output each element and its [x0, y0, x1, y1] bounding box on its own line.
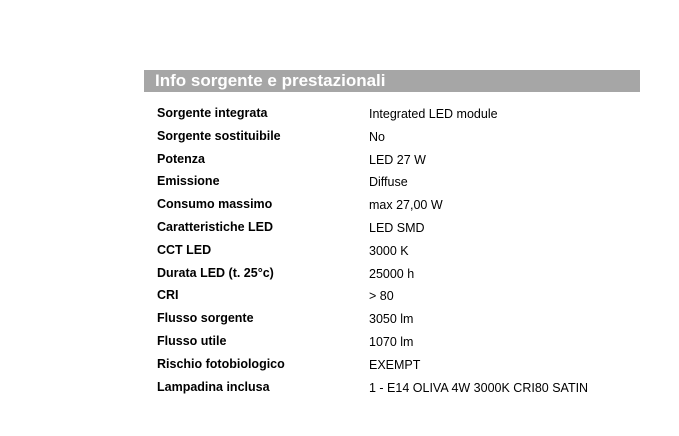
spec-row-rischio-fotobiologico [157, 354, 627, 377]
spec-value: > 80 [369, 289, 394, 304]
spec-value: EXEMPT [369, 357, 421, 372]
spec-value: LED 27 W [369, 152, 426, 167]
spec-row-flusso-utile [157, 331, 627, 354]
spec-row-flusso-sorgente [157, 308, 627, 331]
spec-label: Flusso utile [157, 333, 227, 348]
spec-value: 1 - E14 OLIVA 4W 3000K CRI80 SATIN [369, 380, 589, 395]
spec-label: CRI [157, 288, 179, 303]
spec-value: LED SMD [369, 220, 425, 235]
spec-label: Sorgente integrata [157, 106, 268, 120]
spec-label: Caratteristiche LED [157, 219, 274, 234]
spec-value: Integrated LED module [369, 107, 498, 121]
spec-label: Sorgente sostituibile [157, 128, 281, 143]
spec-label: Consumo massimo [157, 197, 273, 212]
spec-row-consumo-massimo [157, 194, 627, 217]
spec-value: No [369, 129, 385, 144]
spec-row-caratteristiche-led [157, 217, 627, 240]
spec-label: Durata LED (t. 25°c) [157, 265, 274, 280]
spec-label: Emissione [157, 174, 220, 189]
spec-label: CCT LED [157, 242, 212, 257]
spec-value: 25000 h [369, 266, 415, 281]
spec-row-sorgente-sostituibile [157, 126, 627, 149]
spec-label: Potenza [157, 151, 205, 166]
spec-row-cct-led [157, 240, 627, 263]
section-title: Info sorgente e prestazionali [155, 71, 386, 90]
spec-value: 3050 lm [369, 312, 414, 327]
spec-row-durata-led [157, 263, 627, 286]
spec-row-sorgente-integrata [157, 103, 627, 126]
spec-table [157, 103, 627, 399]
spec-value: Diffuse [369, 175, 408, 190]
spec-label: Rischio fotobiologico [157, 356, 285, 371]
spec-row-lampadina-inclusa [157, 377, 627, 400]
spec-value: 3000 K [369, 243, 409, 258]
spec-row-potenza [157, 149, 627, 172]
spec-value: 1070 lm [369, 334, 414, 349]
spec-value: max 27,00 W [369, 198, 443, 213]
spec-label: Lampadina inclusa [157, 379, 270, 394]
spec-label: Flusso sorgente [157, 311, 254, 326]
section-header [144, 70, 640, 92]
spec-row-cri [157, 285, 627, 308]
spec-row-emissione [157, 171, 627, 194]
